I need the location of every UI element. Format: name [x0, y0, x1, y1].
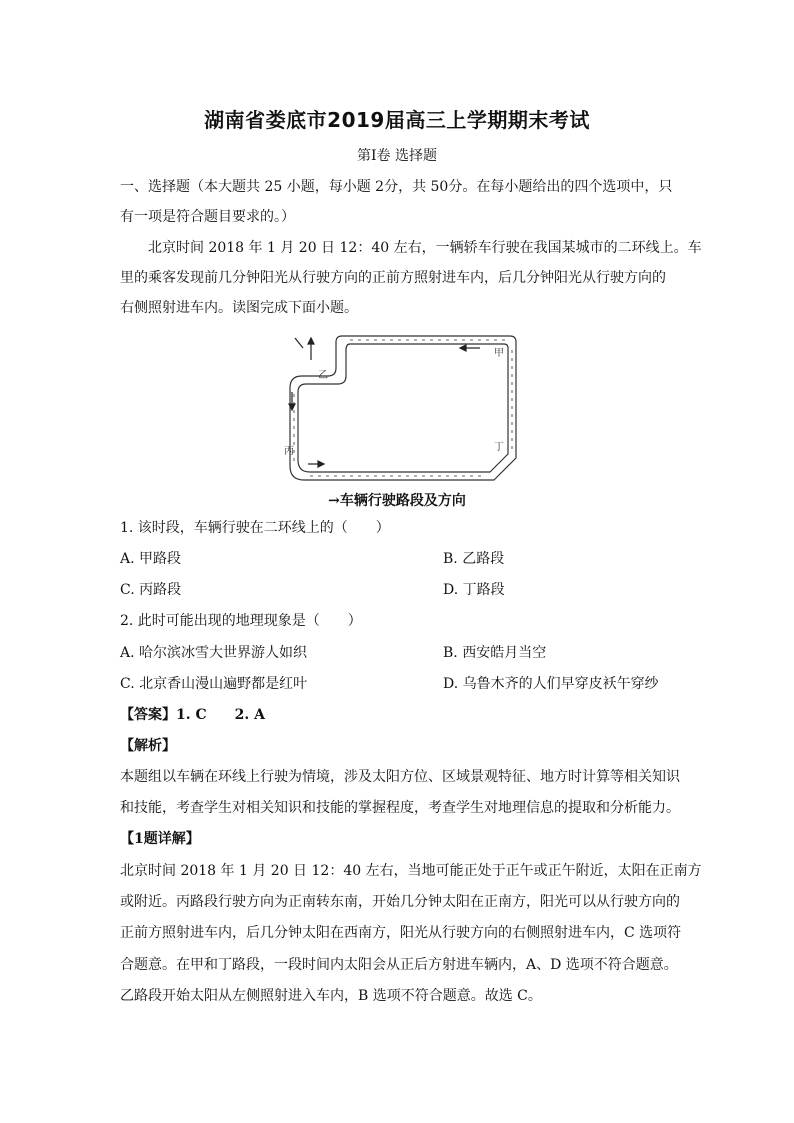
label-jia: 甲 — [494, 348, 504, 359]
q2-option-b: B. 西安皓月当空 — [443, 645, 547, 661]
q1-option-b: B. 乙路段 — [443, 551, 505, 567]
q2-text: 2. 此时可能出现的地理现象是（ ） — [120, 613, 362, 629]
page-title: 湖南省娄底市2019届高三上学期期末考试 — [204, 108, 590, 132]
analysis-line-1: 本题组以车辆在环线上行驶为情境，涉及太阳方位、区域景观特征、地方时计算等相关知识 — [120, 769, 680, 785]
q1-option-c: C. 丙路段 — [120, 582, 182, 598]
section-subtitle: 第Ⅰ卷 选择题 — [357, 148, 437, 164]
q2-option-c: C. 北京香山漫山遍野都是红叶 — [120, 676, 308, 692]
stem-line-3: 右侧照射进车内。读图完成下面小题。 — [120, 300, 358, 316]
ring-road-inner — [298, 344, 508, 472]
q2-option-a: A. 哈尔滨冰雪大世界游人如织 — [120, 645, 308, 661]
detail-line-5: 乙路段开始太阳从左侧照射进入车内，B 选项不符合题意。故选 C。 — [120, 988, 542, 1004]
analysis-heading: 【解析】 — [120, 738, 176, 754]
ring-road-outer — [290, 336, 516, 480]
label-bing: 丙 — [284, 446, 294, 457]
q1-text: 1. 该时段，车辆行驶在二环线上的（ ） — [120, 520, 390, 536]
detail-heading: 【1题详解】 — [120, 831, 200, 847]
detail-line-1: 北京时间 2018 年 1 月 20 日 12：40 左右，当地可能正处于正午或正午附近，太阳在正南方 — [120, 863, 702, 879]
stem-line-2: 里的乘客发现前几分钟阳光从行驶方向的正前方照射进车内，后几分钟阳光从行驶方向的 — [120, 270, 666, 286]
stem-line-1: 北京时间 2018 年 1 月 20 日 12：40 左右，一辆轿车行驶在我国某城市的二环线上。车 — [148, 240, 702, 256]
label-yi: 乙 — [318, 370, 328, 381]
analysis-line-2: 和技能，考查学生对相关知识和技能的掌握程度，考查学生对地理信息的提取和分析能力。 — [120, 800, 680, 816]
q2-option-d: D. 乌鲁木齐的人们早穿皮袄午穿纱 — [443, 676, 659, 692]
detail-line-3: 正前方照射进车内，后几分钟太阳在西南方，阳光从行驶方向的右侧照射进车内，C 选项符 — [120, 925, 682, 941]
detail-line-2: 或附近。丙路段行驶方向为正南转东南，开始几分钟太阳在正南方，阳光可以从行驶方向的 — [120, 894, 680, 910]
label-ding: 丁 — [494, 442, 504, 453]
figure-caption: →车辆行驶路段及方向 — [328, 493, 466, 509]
road-map-figure — [280, 330, 520, 490]
answer-line: 【答案】1. C 2. A — [120, 707, 265, 723]
q1-option-a: A. 甲路段 — [120, 551, 182, 567]
section-instruction-line-2: 有一项是符合题目要求的。） — [120, 209, 295, 225]
detail-line-4: 合题意。在甲和丁路段，一段时间内太阳会从正后方射进车辆内，A、D 选项不符合题意。 — [120, 957, 678, 973]
section-instruction-line-1: 一、选择题（本大题共 25 小题，每小题 2分，共 50分。在每小题给出的四个选项中，只 — [120, 179, 673, 195]
q1-option-d: D. 丁路段 — [443, 582, 505, 598]
